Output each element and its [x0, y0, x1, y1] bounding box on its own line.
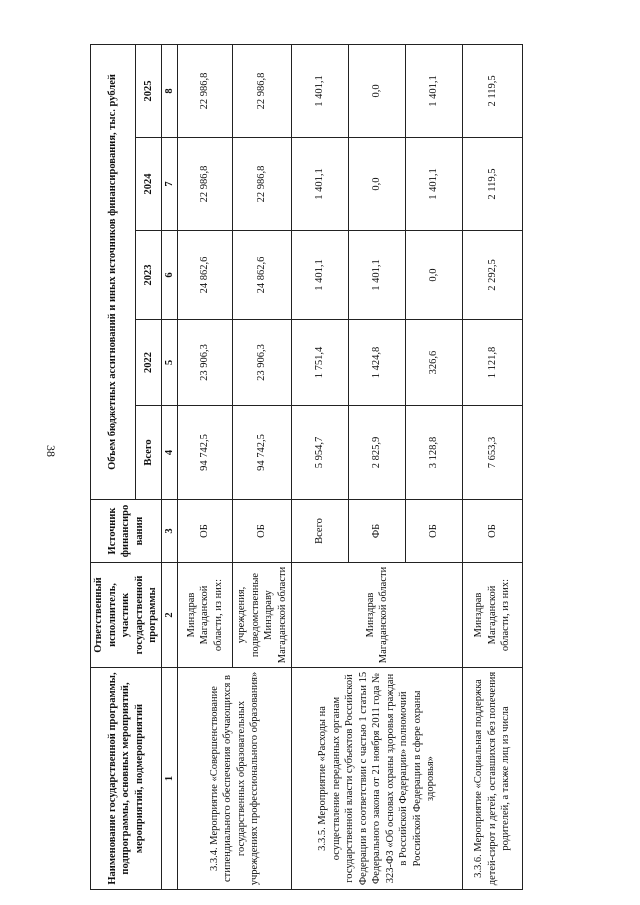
value-2023: 2 292,5 — [463, 231, 523, 320]
value-2022: 1 424,8 — [349, 320, 406, 406]
measure-name: 3.3.5. Мероприятие «Расходы на осуществление переданных органам государственной власти субъектов Российской Федерации в соответствии с частью 1 статьи 15 Федерального закона от 21 ноября 2011 года № 323-ФЗ «Об основах охраны здоровья граждан в Российской Федерации» полномочий Российской Федерации в сфере охраны здоровья» — [292, 668, 463, 890]
executor-cell: Минздрав Магаданской области — [292, 563, 463, 668]
table-row — [292, 44, 349, 889]
header-funding: Объем бюджетных ассигнований и иных источников финансирования, тыс. рублей — [91, 44, 136, 499]
funding-table — [90, 44, 523, 890]
header-source: Источник финансиро вания — [91, 500, 162, 563]
value-2022: 326,6 — [406, 320, 463, 406]
column-number: 5 — [161, 320, 178, 406]
value-2024: 22 986,8 — [178, 138, 233, 231]
value-total: 3 128,8 — [406, 406, 463, 500]
value-total: 7 653,3 — [463, 406, 523, 500]
value-2023: 24 862,6 — [233, 231, 292, 320]
value-2024: 0,0 — [349, 138, 406, 231]
source-cell: ОБ — [233, 500, 292, 563]
source-cell: ОБ — [406, 500, 463, 563]
column-number: 3 — [161, 500, 178, 563]
value-total: 94 742,5 — [233, 406, 292, 500]
value-2022: 1 121,8 — [463, 320, 523, 406]
executor-cell: Минздрав Магаданской области, из них: — [178, 563, 233, 668]
header-year-2023: 2023 — [136, 231, 161, 320]
header-year-2022: 2022 — [136, 320, 161, 406]
measure-name: 3.3.4. Мероприятие «Совершенствование стипендиального обеспечения обучающихся в государственных образовательных учреждениях профессионального образования» — [178, 668, 292, 890]
column-number: 4 — [161, 406, 178, 500]
source-cell: ОБ — [178, 500, 233, 563]
source-cell: ФБ — [349, 500, 406, 563]
page-number: 38 — [44, 445, 58, 457]
value-2025: 2 119,5 — [463, 44, 523, 137]
value-total: 2 825,9 — [349, 406, 406, 500]
column-number: 7 — [161, 138, 178, 231]
value-total: 94 742,5 — [178, 406, 233, 500]
value-2025: 1 401,1 — [292, 44, 349, 137]
value-2025: 1 401,1 — [406, 44, 463, 137]
column-number: 6 — [161, 231, 178, 320]
column-number: 2 — [161, 563, 178, 668]
value-2024: 2 119,5 — [463, 138, 523, 231]
column-number: 8 — [161, 44, 178, 137]
rotated-table-container — [90, 45, 601, 890]
executor-cell: учреждения, подведомственные Минздраву Магаданской области — [233, 563, 292, 668]
header-year-2024: 2024 — [136, 138, 161, 231]
header-name: Наименование государственной программы, подпрограммы, основных мероприятий, мероприятий, подмероприятий — [91, 668, 162, 890]
value-2025: 0,0 — [349, 44, 406, 137]
value-total: 5 954,7 — [292, 406, 349, 500]
header-year-total: Всего — [136, 406, 161, 500]
executor-cell: Минздрав Магаданской области, из них: — [463, 563, 523, 668]
value-2022: 23 906,3 — [233, 320, 292, 406]
measure-name: 3.3.6. Мероприятие «Социальная поддержка детей-сирот и детей, оставшихся без попечения родителей, а также лиц из числа — [463, 668, 523, 890]
value-2023: 24 862,6 — [178, 231, 233, 320]
value-2022: 1 751,4 — [292, 320, 349, 406]
value-2025: 22 986,8 — [178, 44, 233, 137]
table-row — [463, 44, 523, 889]
source-cell: ОБ — [463, 500, 523, 563]
value-2023: 1 401,1 — [292, 231, 349, 320]
value-2024: 1 401,1 — [406, 138, 463, 231]
header-year-2025: 2025 — [136, 44, 161, 137]
value-2023: 0,0 — [406, 231, 463, 320]
header-executor: Ответственный исполнитель, участник государственной программы — [91, 563, 162, 668]
value-2024: 1 401,1 — [292, 138, 349, 231]
column-number: 1 — [161, 668, 178, 890]
source-cell: Всего — [292, 500, 349, 563]
value-2022: 23 906,3 — [178, 320, 233, 406]
value-2023: 1 401,1 — [349, 231, 406, 320]
value-2025: 22 986,8 — [233, 44, 292, 137]
table-row — [178, 44, 233, 889]
value-2024: 22 986,8 — [233, 138, 292, 231]
